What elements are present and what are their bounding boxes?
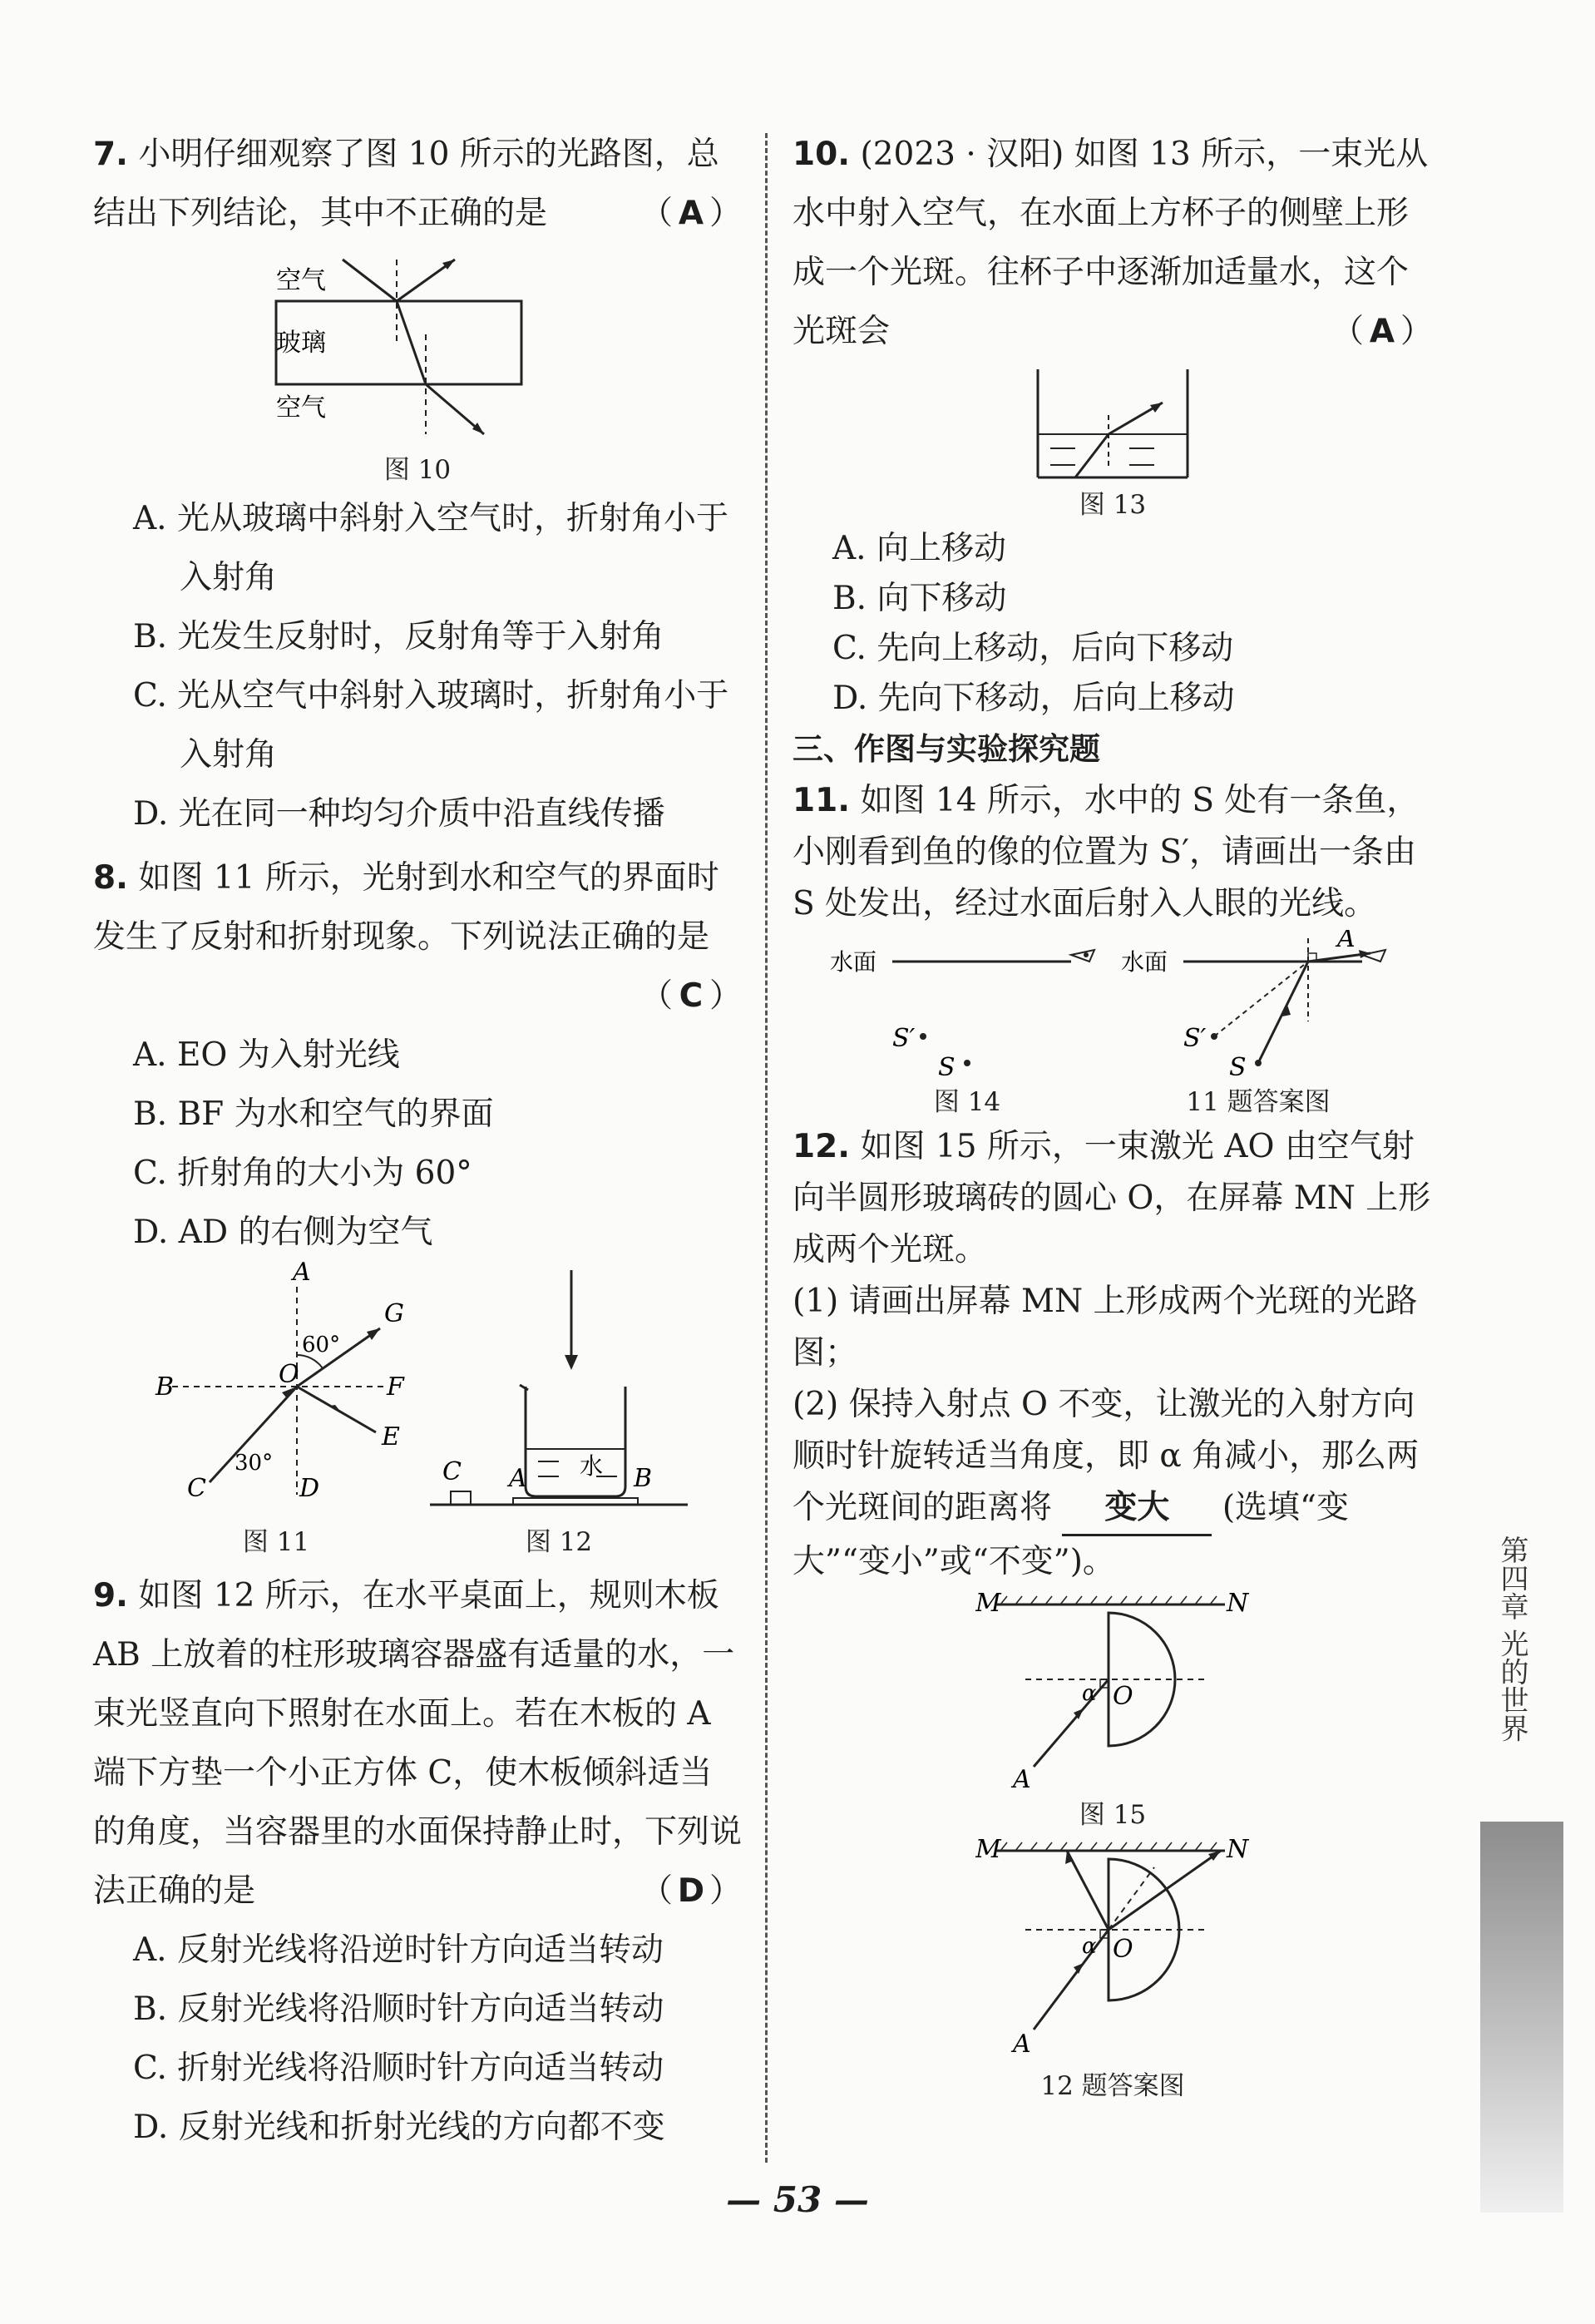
question-12-part-1: (1) 请画出屏幕 MN 上形成两个光斑的光路图； — [793, 1283, 1418, 1372]
label-B: B — [156, 1372, 175, 1402]
label-C: C — [187, 1474, 206, 1503]
figure-11-caption: 图 11 — [242, 1527, 310, 1557]
option-a: A. EO 为入射光线 — [133, 1036, 400, 1074]
question-text: 如图 15 所示，一束激光 AO 由空气射向半圆形玻璃砖的圆心 O，在屏幕 MN 上形成两个光斑。 — [793, 1128, 1431, 1268]
label-alpha: α — [1082, 1681, 1097, 1706]
question-number: 8. — [93, 859, 128, 897]
option-b: B. 光发生反射时，反射角等于入射角 — [133, 618, 664, 655]
figures-11-12 — [93, 1262, 742, 1561]
figure-14 — [830, 930, 1104, 1080]
figure-11 — [139, 1262, 413, 1520]
option-d: D. 反射光线和折射光线的方向都不变 — [133, 2109, 665, 2146]
right-column — [793, 125, 1433, 2105]
answer-slot: （ C ） — [640, 967, 742, 1026]
question-number: 12. — [793, 1128, 851, 1165]
chapter-label — [1494, 1472, 1529, 1805]
angle-30: 30° — [235, 1451, 274, 1476]
label-S-prime: S′ — [892, 1024, 916, 1053]
label-O: O — [1113, 1935, 1133, 1964]
label-S: S — [1229, 1053, 1247, 1080]
label-alpha: α — [1082, 1934, 1097, 1959]
question-10 — [793, 125, 1433, 361]
left-column — [93, 125, 742, 2157]
label-N: N — [1227, 1589, 1249, 1618]
label-D: D — [299, 1474, 320, 1503]
part-2-text: (2) 保持入射点 O 不变，让激光的入射方向顺时针旋转适当角度，即 α 角减小，那么两个光斑间的距离将 — [793, 1386, 1420, 1526]
label-water-surface: 水面 — [1121, 948, 1168, 976]
figure-12-caption: 图 12 — [525, 1527, 593, 1557]
option-b: B. 向下移动 — [832, 580, 1007, 617]
question-text: 如图 14 所示，水中的 S 处有一条鱼，小刚看到鱼的像的位置为 S′，请画出一条由 S 处发出，经过水面后射入人眼的光线。 — [793, 782, 1420, 922]
figure-12-answer — [975, 1834, 1250, 2067]
answer: C — [679, 977, 704, 1015]
option-b: B. BF 为水和空气的界面 — [133, 1095, 494, 1133]
chapter-side-tab — [1472, 1472, 1552, 1805]
figure-11-answer-caption: 11 题答案图 — [1186, 1087, 1331, 1117]
figure-11-answer — [1121, 930, 1395, 1080]
label-B: B — [634, 1464, 653, 1493]
question-12-part-2 — [793, 1379, 1433, 1588]
label-F: F — [387, 1372, 404, 1402]
question-11 — [793, 775, 1433, 930]
question-number: 10. — [793, 136, 851, 173]
option-c: C. 先向上移动，后向下移动 — [832, 630, 1234, 667]
page-number: — 53 — — [726, 2179, 869, 2220]
label-G: G — [384, 1299, 404, 1328]
label-water: 水 — [580, 1452, 604, 1480]
figure-14-caption: 图 14 — [933, 1087, 1001, 1117]
figure-12 — [422, 1262, 696, 1520]
question-number: 9. — [93, 1577, 128, 1614]
figure-15 — [975, 1588, 1250, 1796]
answer-slot: （ D ） — [640, 1862, 742, 1921]
chapter-number: 第四章 — [1495, 1535, 1528, 1620]
question-number: 11. — [793, 782, 851, 819]
label-S-prime: S′ — [1183, 1024, 1207, 1053]
answer-slot: （ A ） — [640, 184, 742, 243]
answer: A — [678, 195, 704, 232]
fig-label-air-bottom: 空气 — [276, 393, 326, 423]
answer: D — [677, 1872, 705, 1910]
question-text: 如图 12 所示，在水平桌面上，规则木板 AB 上放着的柱形玻璃容器盛有适量的水，一束光竖直向下照射在水面上。若在木板的 A 端下方垫一个小正方体 C，使木板倾斜适当的角度，当容器里的水面保持静止时，下列说法正确的是 — [93, 1577, 743, 1910]
label-O: O — [1113, 1682, 1133, 1711]
figure-13-caption: 图 13 — [1079, 490, 1147, 520]
angle-60: 60° — [302, 1333, 341, 1357]
label-water-surface: 水面 — [830, 948, 877, 976]
label-A: A — [1337, 930, 1356, 953]
label-A: A — [293, 1262, 311, 1287]
option-a: A. 向上移动 — [832, 530, 1006, 567]
label-C: C — [442, 1457, 462, 1486]
option-a: A. 反射光线将沿逆时针方向适当转动 — [133, 1931, 664, 1969]
option-d: D. 光在同一种均匀介质中沿直线传播 — [133, 795, 665, 833]
label-E: E — [382, 1422, 400, 1451]
question-text: 小明仔细观察了图 10 所示的光路图，总结出下列结论，其中不正确的是 — [93, 136, 719, 232]
side-tab-bar — [1480, 1822, 1563, 2213]
answer-slot: （ A ） — [1331, 302, 1433, 361]
question-8 — [93, 848, 742, 1015]
label-N: N — [1227, 1835, 1249, 1864]
answer: A — [1369, 313, 1395, 350]
option-b: B. 反射光线将沿顺时针方向适当转动 — [133, 1990, 664, 2028]
option-a: A. 光从玻璃中斜射入空气时，折射角小于入射角 — [133, 500, 728, 596]
question-text: (2023 · 汉阳) 如图 13 所示，一束光从水中射入空气，在水面上方杯子的侧壁上形成一个光斑。往杯子中逐渐加适量水，这个光斑会 — [793, 136, 1429, 350]
option-c: C. 折射光线将沿顺时针方向适当转动 — [133, 2050, 664, 2087]
figure-10 — [268, 243, 567, 451]
figure-15-caption: 图 15 — [1079, 1800, 1147, 1830]
section-title: 三、作图与实验探究题 — [793, 731, 1100, 767]
label-M: M — [975, 1589, 1001, 1618]
option-c: C. 折射角的大小为 60° — [133, 1155, 472, 1192]
label-A: A — [1013, 1765, 1031, 1794]
question-7 — [93, 125, 742, 243]
figure-13 — [1030, 361, 1196, 486]
option-c: C. 光从空气中斜射入玻璃时，折射角小于入射角 — [133, 677, 729, 774]
label-M: M — [975, 1835, 1001, 1864]
option-d: D. AD 的右侧为空气 — [133, 1214, 433, 1251]
question-9 — [93, 1566, 742, 1921]
question-number: 7. — [93, 136, 128, 173]
fig-label-glass: 玻璃 — [276, 329, 326, 358]
label-S: S — [938, 1053, 956, 1080]
part-2-options: (选填“变大”“变小”或“不变”)。 — [793, 1489, 1349, 1580]
column-divider — [765, 133, 768, 2163]
figure-10-caption: 图 10 — [383, 455, 452, 485]
fig-label-air-top: 空气 — [276, 266, 326, 295]
option-d: D. 先向下移动，后向上移动 — [832, 680, 1235, 717]
label-O: O — [279, 1360, 299, 1389]
chapter-title: 光的世界 — [1495, 1629, 1528, 1743]
fill-answer: 变大 — [1062, 1482, 1212, 1536]
figure-12-answer-caption: 12 题答案图 — [1040, 2071, 1185, 2101]
question-text: 如图 11 所示，光射到水和空气的界面时发生了反射和折射现象。下列说法正确的是 — [93, 859, 719, 956]
figures-14-answer — [793, 930, 1433, 1121]
question-12 — [793, 1121, 1433, 1276]
label-A: A — [509, 1464, 527, 1493]
label-A: A — [1013, 2030, 1031, 2059]
